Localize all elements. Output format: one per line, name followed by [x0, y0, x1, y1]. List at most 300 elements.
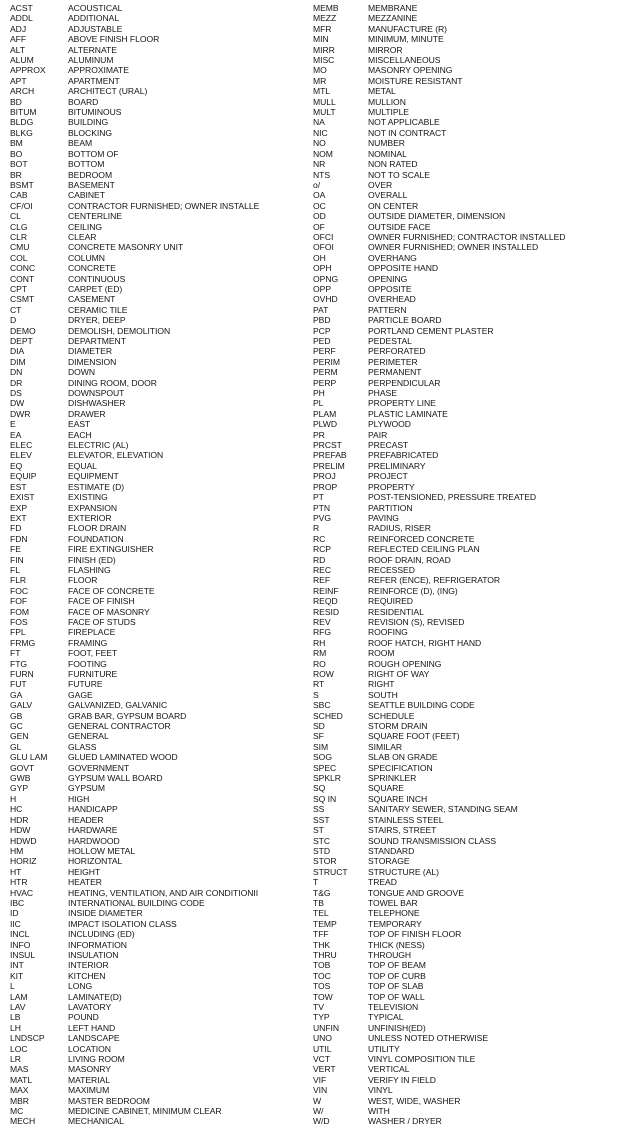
abbreviation-code: RESID: [313, 606, 340, 617]
abbreviation-row: [0, 627, 314, 637]
abbreviation-row: [303, 1096, 628, 1106]
abbreviation-code: TV: [313, 1002, 324, 1012]
abbreviation-row: [0, 253, 314, 263]
abbreviation-definition: SANITARY SEWER, STANDING SEAM: [368, 804, 518, 815]
abbreviation-row: [303, 1012, 628, 1022]
abbreviation-definition: FUTURE: [68, 679, 103, 690]
abbreviation-row: [303, 107, 628, 117]
abbreviation-definition: RECESSED: [368, 564, 415, 575]
abbreviation-definition: SQUARE INCH: [368, 793, 428, 804]
abbreviation-row: [0, 34, 314, 44]
abbreviation-row: [303, 1106, 628, 1116]
abbreviation-code: REINF: [313, 585, 339, 596]
abbreviation-code: ARCH: [10, 86, 35, 97]
abbreviation-definition: HEADER: [68, 814, 104, 825]
abbreviation-row: [303, 388, 628, 398]
abbreviation-code: EQUIP: [10, 471, 37, 482]
abbreviation-code: VIF: [313, 1074, 327, 1085]
abbreviation-row: [303, 711, 628, 721]
abbreviation-row: [303, 825, 628, 835]
abbreviation-definition: CONCRETE: [68, 263, 116, 274]
abbreviation-code: W: [313, 1095, 322, 1106]
abbreviation-definition: METAL: [368, 86, 396, 97]
abbreviation-row: [0, 742, 314, 752]
abbreviation-definition: OPPOSITE: [368, 283, 412, 294]
abbreviation-definition: RADIUS, RISER: [368, 523, 431, 534]
abbreviation-code: NO: [313, 138, 326, 149]
abbreviation-row: [0, 846, 314, 856]
abbreviation-row: [303, 97, 628, 107]
abbreviation-code: PL: [313, 398, 324, 409]
abbreviation-row: [303, 1054, 628, 1064]
abbreviation-row: [303, 1044, 628, 1054]
abbreviation-row: [0, 326, 314, 336]
abbreviation-code: OVHD: [313, 294, 338, 305]
abbreviation-row: [0, 170, 314, 180]
abbreviation-row: [303, 690, 628, 700]
abbreviation-row: [303, 1033, 628, 1043]
abbreviation-definition: PARTICLE BOARD: [368, 315, 442, 326]
abbreviation-code: MBR: [10, 1095, 29, 1106]
abbreviation-definition: TONGUE AND GROOVE: [368, 887, 464, 898]
abbreviation-definition: GOVERNMENT: [68, 762, 130, 773]
abbreviation-definition: PLYWOOD: [368, 419, 411, 430]
abbreviation-code: RD: [313, 554, 326, 565]
abbreviation-code: LNDSCP: [10, 1033, 45, 1044]
abbreviation-code: R: [313, 523, 320, 534]
abbreviation-row: [0, 315, 314, 325]
abbreviation-code: GL: [10, 741, 22, 752]
abbreviation-definition: PRECAST: [368, 440, 409, 451]
abbreviation-code: KIT: [10, 970, 24, 981]
abbreviation-definition: MIRROR: [368, 44, 403, 55]
abbreviation-code: HDWD: [10, 835, 37, 846]
abbreviation-row: [0, 128, 314, 138]
abbreviation-definition: ROOFING: [368, 627, 408, 638]
abbreviation-definition: MULTIPLE: [368, 107, 409, 118]
abbreviation-code: RFG: [313, 627, 331, 638]
abbreviation-definition: CONTRACTOR FURNISHED; OWNER INSTALLE: [68, 200, 260, 211]
abbreviation-code: FL: [10, 564, 20, 575]
abbreviation-code: DEMO: [10, 325, 36, 336]
abbreviation-code: HM: [10, 845, 24, 856]
abbreviation-code: CPT: [10, 283, 28, 294]
abbreviation-code: EQ: [10, 460, 23, 471]
abbreviation-row: [0, 575, 314, 585]
abbreviation-code: SPEC: [313, 762, 337, 773]
abbreviation-row: [303, 3, 628, 13]
abbreviation-definition: GLASS: [68, 741, 97, 752]
abbreviation-code: TFF: [313, 929, 329, 940]
abbreviation-definition: DRAWER: [68, 408, 106, 419]
abbreviation-definition: UNFINISH(ED): [368, 1022, 426, 1033]
abbreviation-code: PERP: [313, 377, 337, 388]
abbreviation-definition: MULLION: [368, 96, 406, 107]
abbreviation-code: SST: [313, 814, 330, 825]
abbreviation-definition: STRUCTURE (AL): [368, 866, 439, 877]
abbreviation-code: AFF: [10, 34, 27, 45]
abbreviation-definition: PAIR: [368, 429, 388, 440]
abbreviation-code: o/: [313, 179, 321, 190]
abbreviation-code: MAX: [10, 1085, 29, 1096]
abbreviation-code: HDW: [10, 825, 31, 836]
abbreviation-code: H: [10, 793, 17, 804]
abbreviation-row: [303, 669, 628, 679]
abbreviation-row: [303, 34, 628, 44]
abbreviation-code: DN: [10, 367, 23, 378]
abbreviation-row: [0, 981, 314, 991]
abbreviation-definition: MATERIAL: [68, 1074, 110, 1085]
abbreviation-code: CT: [10, 304, 22, 315]
abbreviation-definition: GYPSUM: [68, 783, 105, 794]
abbreviation-definition: BLOCKING: [68, 127, 113, 138]
abbreviation-definition: ROOF DRAIN, ROAD: [368, 554, 451, 565]
abbreviation-row: [0, 836, 314, 846]
abbreviation-definition: PATTERN: [368, 304, 407, 315]
abbreviation-definition: TREAD: [368, 877, 397, 888]
abbreviation-row: [0, 284, 314, 294]
abbreviation-row: [0, 929, 314, 939]
abbreviation-definition: SCHEDULE: [368, 710, 415, 721]
abbreviation-code: EXP: [10, 502, 28, 513]
abbreviation-row: [0, 679, 314, 689]
abbreviation-code: TEMP: [313, 918, 337, 929]
abbreviation-definition: MOISTURE RESISTANT: [368, 75, 463, 86]
abbreviation-row: [0, 65, 314, 75]
abbreviation-code: THRU: [313, 949, 337, 960]
abbreviation-code: INFO: [10, 939, 31, 950]
abbreviation-code: ADJ: [10, 23, 27, 34]
abbreviation-definition: LAMINATE(D): [68, 991, 122, 1002]
abbreviation-code: PR: [313, 429, 325, 440]
abbreviation-code: CAB: [10, 190, 28, 201]
abbreviation-code: LB: [10, 1012, 21, 1023]
abbreviation-row: [303, 471, 628, 481]
abbreviation-code: MEMB: [313, 3, 339, 13]
abbreviation-row: [303, 378, 628, 388]
abbreviation-row: [303, 721, 628, 731]
abbreviation-definition: MANUFACTURE (R): [368, 23, 447, 34]
abbreviation-row: [303, 117, 628, 127]
abbreviation-row: [303, 731, 628, 741]
abbreviation-row: [0, 13, 314, 23]
abbreviation-definition: ESTIMATE (D): [68, 481, 125, 492]
abbreviation-definition: DRYER, DEEP: [68, 315, 126, 326]
abbreviation-code: PCP: [313, 325, 331, 336]
abbreviation-row: [0, 752, 314, 762]
abbreviation-code: ELEV: [10, 450, 32, 461]
abbreviation-code: PERIM: [313, 356, 340, 367]
abbreviation-row: [0, 419, 314, 429]
abbreviation-row: [303, 607, 628, 617]
abbreviation-row: [0, 534, 314, 544]
abbreviation-definition: VINYL COMPOSITION TILE: [368, 1054, 476, 1065]
abbreviation-definition: ROUGH OPENING: [368, 658, 442, 669]
abbreviation-code: T: [313, 877, 319, 888]
abbreviation-row: [303, 45, 628, 55]
abbreviation-row: [303, 575, 628, 585]
abbreviation-definition: ROOF HATCH, RIGHT HAND: [368, 637, 482, 648]
abbreviation-code: FT: [10, 648, 21, 659]
abbreviation-row: [303, 981, 628, 991]
abbreviation-definition: POST-TENSIONED, PRESSURE TREATED: [368, 492, 537, 503]
abbreviation-row: [303, 159, 628, 169]
abbreviation-row: [0, 659, 314, 669]
abbreviation-row: [303, 763, 628, 773]
abbreviation-row: [303, 950, 628, 960]
abbreviation-definition: HARDWOOD: [68, 835, 120, 846]
abbreviation-definition: STAINLESS STEEL: [368, 814, 444, 825]
abbreviation-definition: KITCHEN: [68, 970, 106, 981]
abbreviation-code: FOM: [10, 606, 29, 617]
abbreviation-row: [303, 242, 628, 252]
abbreviation-row: [303, 700, 628, 710]
abbreviation-definition: FACE OF FINISH: [68, 596, 135, 607]
abbreviation-definition: THICK (NESS): [368, 939, 425, 950]
abbreviation-row: [303, 846, 628, 856]
abbreviation-row: [303, 190, 628, 200]
abbreviation-definition: SIMILAR: [368, 741, 403, 752]
abbreviation-row: [0, 3, 314, 13]
abbreviation-row: [303, 679, 628, 689]
abbreviation-code: FUT: [10, 679, 27, 690]
abbreviation-code: PRCST: [313, 440, 342, 451]
abbreviation-code: LAM: [10, 991, 28, 1002]
abbreviation-definition: PLASTIC LAMINATE: [368, 408, 448, 419]
abbreviation-definition: PERPENDICULAR: [368, 377, 441, 388]
abbreviation-code: HORIZ: [10, 856, 37, 867]
abbreviation-code: FD: [10, 523, 22, 534]
abbreviation-definition: PROJECT: [368, 471, 408, 482]
abbreviation-row: [303, 742, 628, 752]
abbreviation-definition: EXTERIOR: [68, 512, 112, 523]
abbreviation-code: SS: [313, 804, 325, 815]
abbreviation-definition: STAIRS, STREET: [368, 825, 437, 836]
abbreviation-definition: CONCRETE MASONRY UNIT: [68, 242, 184, 253]
abbreviation-definition: TOWEL BAR: [368, 897, 418, 908]
abbreviation-row: [0, 815, 314, 825]
abbreviation-row: [0, 492, 314, 502]
abbreviation-row: [0, 669, 314, 679]
abbreviation-code: EA: [10, 429, 22, 440]
abbreviation-row: [303, 138, 628, 148]
abbreviation-code: VCT: [313, 1054, 331, 1065]
abbreviation-code: FDN: [10, 533, 28, 544]
abbreviation-definition: PRELIMINARY: [368, 460, 426, 471]
abbreviation-row: [0, 825, 314, 835]
abbreviation-code: OPH: [313, 263, 332, 274]
abbreviation-code: FRMG: [10, 637, 36, 648]
abbreviation-row: [303, 815, 628, 825]
abbreviation-code: EXIST: [10, 492, 35, 503]
abbreviation-row: [303, 1064, 628, 1074]
abbreviation-row: [303, 1075, 628, 1085]
abbreviation-row: [303, 211, 628, 221]
abbreviation-row: [0, 482, 314, 492]
abbreviation-code: PT: [313, 492, 324, 503]
abbreviation-row: [303, 908, 628, 918]
abbreviation-code: W/: [313, 1106, 324, 1117]
abbreviation-definition: CASEMENT: [68, 294, 116, 305]
abbreviation-definition: ELEVATOR, ELEVATION: [68, 450, 164, 461]
abbreviation-definition: OVER: [368, 179, 393, 190]
abbreviation-row: [0, 211, 314, 221]
abbreviation-code: FPL: [10, 627, 26, 638]
abbreviation-code: THK: [313, 939, 331, 950]
abbreviation-row: [0, 1044, 314, 1054]
abbreviation-code: UNFIN: [313, 1022, 340, 1033]
abbreviation-definition: FOOTING: [68, 658, 107, 669]
abbreviation-code: REF: [313, 575, 331, 586]
abbreviation-definition: REINFORCE (D), (ING): [368, 585, 458, 596]
abbreviation-code: VIN: [313, 1085, 328, 1096]
abbreviation-row: [303, 346, 628, 356]
abbreviation-definition: FACE OF MASONRY: [68, 606, 150, 617]
abbreviation-code: L: [10, 981, 15, 992]
abbreviation-code: FOS: [10, 616, 28, 627]
abbreviation-code: APPROX: [10, 65, 46, 76]
abbreviation-definition: VINYL: [368, 1085, 393, 1096]
abbreviation-row: [303, 409, 628, 419]
abbreviation-row: [0, 97, 314, 107]
abbreviation-code: NOM: [313, 148, 333, 159]
abbreviation-code: FIN: [10, 554, 24, 565]
abbreviation-code: BLKG: [10, 127, 33, 138]
abbreviation-code: PBD: [313, 315, 331, 326]
abbreviation-row: [0, 523, 314, 533]
abbreviation-row: [303, 232, 628, 242]
abbreviation-row: [303, 565, 628, 575]
abbreviation-definition: LIVING ROOM: [68, 1054, 125, 1065]
abbreviation-code: T&G: [313, 887, 331, 898]
abbreviation-row: [0, 1002, 314, 1012]
abbreviation-row: [303, 128, 628, 138]
abbreviation-definition: RIGHT OF WAY: [368, 669, 430, 679]
abbreviation-row: [0, 700, 314, 710]
abbreviation-definition: RIGHT: [368, 679, 395, 690]
abbreviation-row: [0, 1033, 314, 1043]
abbreviation-row: [303, 284, 628, 294]
abbreviation-code: OFOI: [313, 242, 334, 253]
abbreviation-definition: SQUARE FOOT (FEET): [368, 731, 460, 742]
abbreviation-row: [0, 721, 314, 731]
abbreviation-row: [0, 190, 314, 200]
abbreviation-row: [303, 357, 628, 367]
abbreviation-row: [303, 544, 628, 554]
abbreviation-definition: DEMOLISH, DEMOLITION: [68, 325, 171, 336]
abbreviation-definition: CLEAR: [68, 231, 97, 242]
abbreviation-definition: SPECIFICATION: [368, 762, 433, 773]
abbreviation-definition: BOTTOM: [68, 159, 105, 170]
abbreviation-row: [0, 908, 314, 918]
abbreviation-definition: COLUMN: [68, 252, 105, 263]
abbreviation-code: RH: [313, 637, 326, 648]
abbreviation-definition: LAVATORY: [68, 1002, 112, 1012]
abbreviation-row: [0, 55, 314, 65]
abbreviation-code: COL: [10, 252, 28, 263]
abbreviation-definition: HEATER: [68, 877, 102, 888]
abbreviation-code: GEN: [10, 731, 29, 742]
abbreviation-code: DS: [10, 388, 22, 399]
abbreviation-row: [303, 336, 628, 346]
abbreviation-definition: ABOVE FINISH FLOOR: [68, 34, 160, 45]
abbreviation-row: [0, 1054, 314, 1064]
abbreviation-code: D: [10, 315, 17, 326]
abbreviation-code: HTR: [10, 877, 28, 888]
abbreviation-row: [303, 877, 628, 887]
abbreviation-definition: WEST, WIDE, WASHER: [368, 1095, 461, 1106]
abbreviation-row: [0, 388, 314, 398]
abbreviation-definition: TELEVISION: [368, 1002, 419, 1012]
abbreviation-definition: PARTITION: [368, 502, 413, 513]
abbreviation-code: OC: [313, 200, 326, 211]
abbreviations-column-left: [0, 3, 314, 1127]
abbreviation-row: [303, 1023, 628, 1033]
abbreviation-code: OPP: [313, 283, 331, 294]
abbreviation-definition: ADJUSTABLE: [68, 23, 123, 34]
abbreviation-definition: BOARD: [68, 96, 99, 107]
abbreviation-row: [0, 86, 314, 96]
abbreviation-row: [303, 315, 628, 325]
abbreviation-row: [0, 648, 314, 658]
abbreviation-definition: TELEPHONE: [368, 908, 420, 919]
abbreviation-code: BR: [10, 169, 22, 180]
abbreviation-code: FURN: [10, 669, 34, 679]
abbreviation-code: SCHED: [313, 710, 343, 721]
abbreviation-definition: HORIZONTAL: [68, 856, 123, 867]
abbreviation-row: [303, 419, 628, 429]
abbreviation-code: SF: [313, 731, 324, 742]
abbreviation-code: TB: [313, 897, 324, 908]
abbreviation-row: [0, 1096, 314, 1106]
abbreviation-definition: GALVANIZED, GALVANIC: [68, 700, 168, 711]
abbreviation-code: CSMT: [10, 294, 35, 305]
abbreviation-definition: NOT APPLICABLE: [368, 117, 440, 128]
abbreviation-row: [0, 888, 314, 898]
abbreviation-row: [303, 492, 628, 502]
abbreviation-definition: ACOUSTICAL: [68, 3, 123, 13]
abbreviation-code: APT: [10, 75, 27, 86]
abbreviation-row: [0, 222, 314, 232]
abbreviation-code: CONT: [10, 273, 35, 284]
abbreviation-definition: ADDITIONAL: [68, 13, 120, 24]
abbreviation-definition: MASONRY: [68, 1064, 111, 1075]
abbreviation-row: [303, 627, 628, 637]
abbreviation-definition: HARDWARE: [68, 825, 118, 836]
abbreviation-definition: REQUIRED: [368, 596, 413, 607]
abbreviation-code: STC: [313, 835, 331, 846]
abbreviation-definition: OWNER FURNISHED; CONTRACTOR INSTALLED: [368, 231, 566, 242]
abbreviation-code: MR: [313, 75, 327, 86]
abbreviation-definition: MEMBRANE: [368, 3, 418, 13]
abbreviation-definition: GLUED LAMINATED WOOD: [68, 752, 178, 763]
abbreviation-code: MIN: [313, 34, 329, 45]
abbreviation-code: IIC: [10, 918, 21, 929]
abbreviation-row: [0, 336, 314, 346]
abbreviation-code: ID: [10, 908, 19, 919]
abbreviation-code: MAS: [10, 1064, 29, 1075]
abbreviation-definition: PAVING: [368, 512, 399, 523]
abbreviation-row: [0, 1085, 314, 1095]
abbreviation-code: GA: [10, 689, 23, 700]
abbreviation-row: [0, 440, 314, 450]
abbreviation-definition: RESIDENTIAL: [368, 606, 424, 617]
abbreviation-row: [303, 398, 628, 408]
abbreviation-row: [0, 711, 314, 721]
abbreviation-code: STD: [313, 845, 331, 856]
abbreviation-row: [303, 263, 628, 273]
abbreviation-definition: OVERHANG: [368, 252, 417, 263]
